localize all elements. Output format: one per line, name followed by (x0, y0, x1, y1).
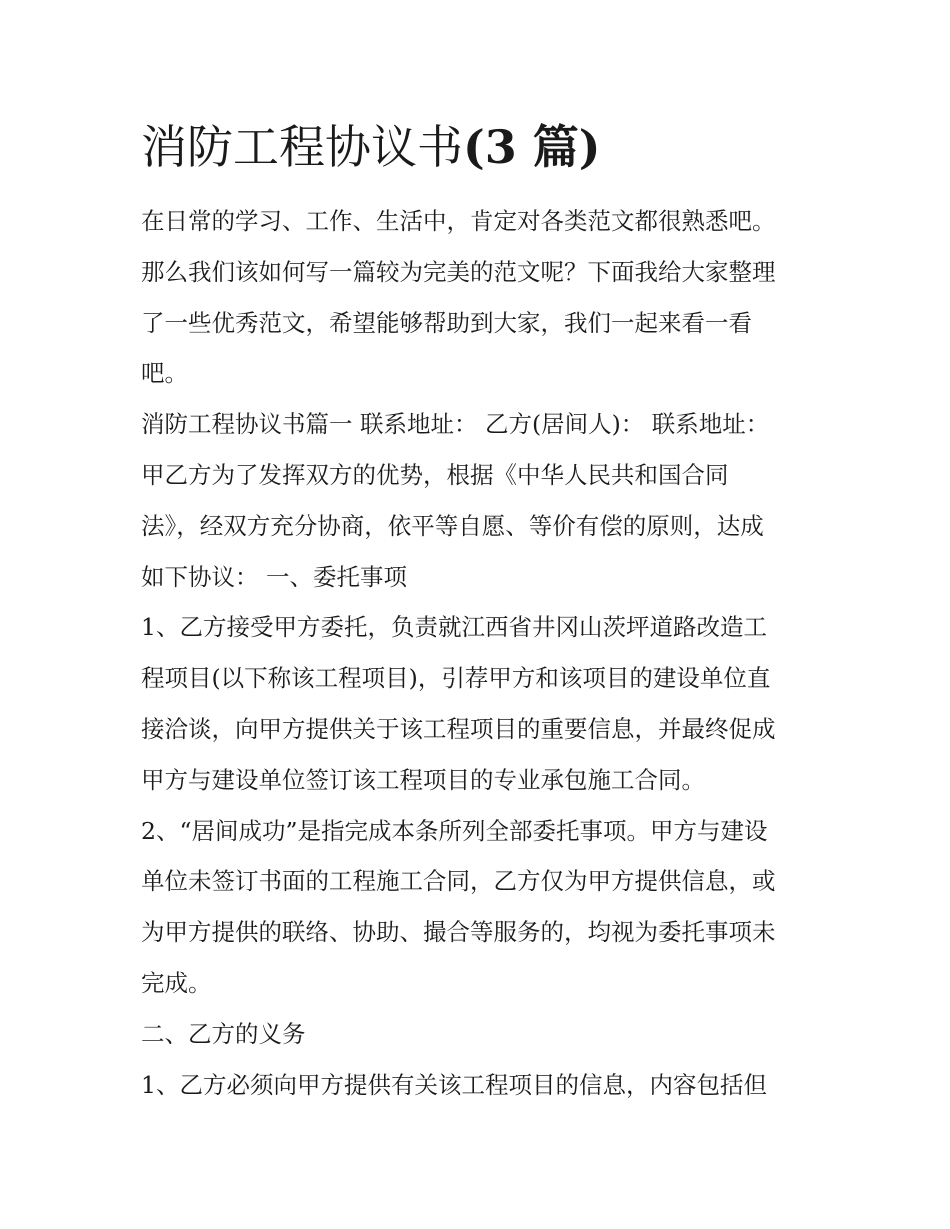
body-line: 单位未签订书面的工程施工合同，乙方仅为甲方提供信息，或 (141, 867, 776, 896)
body-line: 1、乙方必须向甲方提供有关该工程项目的信息，内容包括但 (141, 1070, 767, 1099)
body-line: 甲方与建设单位签订该工程项目的专业承包施工合同。 (141, 765, 705, 794)
body-line: 消防工程协议书篇一 联系地址： 乙方(居间人)： 联系地址： (141, 410, 770, 439)
body-line: 在日常的学习、工作、生活中，肯定对各类范文都很熟悉吧。 (141, 207, 776, 235)
body-line: 二、乙方的义务 (141, 1019, 306, 1048)
body-line: 甲乙方为了发挥双方的优势，根据《中华人民共和国合同 (141, 460, 729, 489)
body-line: 吧。 (141, 359, 188, 388)
body-line: 如下协议： 一、委托事项 (141, 562, 407, 591)
document-page (141, 112, 821, 1110)
body-line: 了一些优秀范文，希望能够帮助到大家，我们一起来看一看 (141, 308, 752, 337)
body-line: 那么我们该如何写一篇较为完美的范文呢？下面我给大家整理 (141, 257, 776, 286)
body-line: 接洽谈，向甲方提供关于该工程项目的重要信息，并最终促成 (141, 714, 776, 743)
body-line: 程项目(以下称该工程项目)，引荐甲方和该项目的建设单位直 (141, 664, 771, 693)
body-line: 为甲方提供的联络、协助、撮合等服务的，均视为委托事项未 (141, 918, 776, 947)
title-main: 消防工程协议书 (141, 120, 463, 174)
title-suffix: (3 篇) (463, 120, 601, 174)
body-line: 1、乙方接受甲方委托，负责就江西省井冈山茨坪道路改造工 (141, 613, 767, 642)
body-line: 法》，经双方充分协商，依平等自愿、等价有偿的原则，达成 (141, 511, 764, 540)
document-body (141, 196, 821, 1110)
body-line: 完成。 (141, 968, 212, 997)
body-line: 2、“居间成功”是指完成本条所列全部委托事项。甲方与建设 (141, 816, 768, 845)
document-title (141, 112, 821, 182)
